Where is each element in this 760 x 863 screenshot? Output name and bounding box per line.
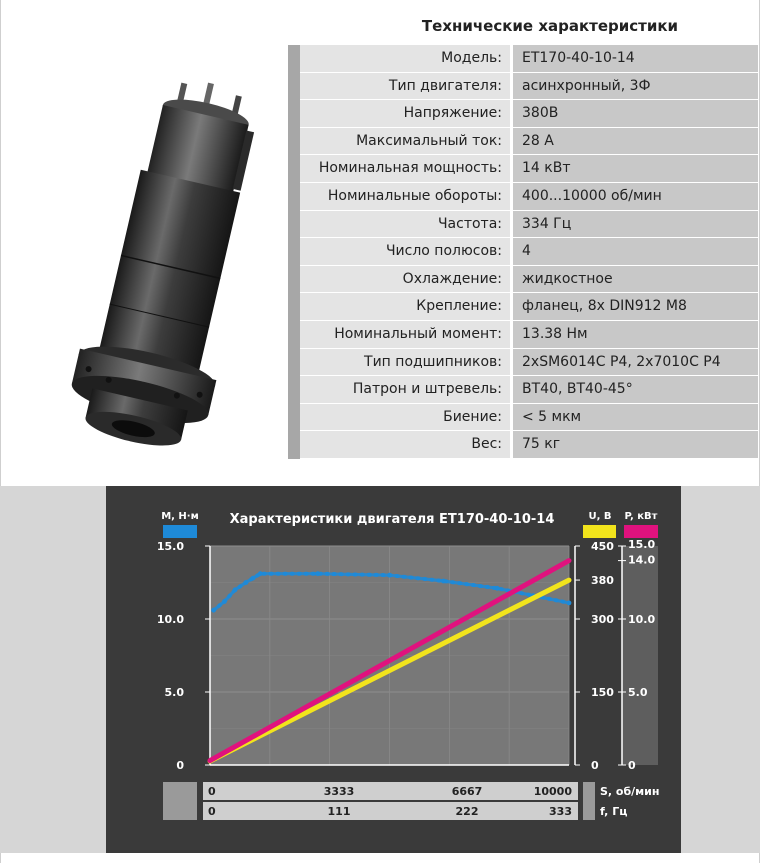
spec-value: BT40, BT40-45° [513,376,758,403]
torque-point [251,576,256,581]
spec-row [300,266,758,294]
x-axis-end-box [583,782,595,820]
x-tick-label: 6667 [451,785,483,798]
spec-label: Максимальный ток: [300,128,510,155]
torque-point [258,571,263,576]
motor-chart [106,486,681,853]
spec-value: < 5 мкм [513,404,758,431]
spec-label: Крепление: [300,293,510,320]
spec-row [300,211,758,239]
torque-tick-label: 5.0 [164,686,184,699]
x-tick-label: 10000 [533,785,572,798]
torque-tick-label: 15.0 [156,540,184,553]
power-axis-color-tab [624,525,658,538]
voltage-tick-label: 150 [591,686,614,699]
spec-row [300,45,758,73]
torque-tick-label: 10.0 [156,613,184,626]
x2-tick-label: 0 [208,805,216,818]
spec-table [300,45,758,459]
spec-row [300,404,758,432]
spec-value: жидкостное [513,266,758,293]
torque-point [211,608,216,613]
power-tick-label: 5.0 [628,686,648,699]
spec-value: 13.38 Нм [513,321,758,348]
power-axis-label: P, кВт [624,511,658,522]
spindle-motor-image [36,64,280,460]
voltage-tick-label: 0 [591,759,599,772]
spec-row [300,321,758,349]
spec-side-bar [288,45,300,459]
spec-row [300,376,758,404]
voltage-axis-color-tab [583,525,616,538]
spec-label: Модель: [300,45,510,72]
spec-label: Тип подшипников: [300,349,510,376]
spec-value: 28 А [513,128,758,155]
spec-value: 380В [513,100,758,127]
chart-title: Характеристики двигателя ET170-40-10-14 [229,512,555,527]
torque-axis-color-tab [163,525,197,538]
torque-point [315,571,320,576]
torque-axis-label: М, Н·м [161,511,199,522]
spec-row [300,183,758,211]
spec-row [300,431,758,459]
spec-value: фланец, 8x DIN912 M8 [513,293,758,320]
torque-point [495,586,500,591]
spec-value: 400...10000 об/мин [513,183,758,210]
power-tick-label: 15.0 [628,538,656,551]
spec-label: Напряжение: [300,100,510,127]
spec-value: 75 кг [513,431,758,458]
power-tick-label: 10.0 [628,613,656,626]
spec-label: Номинальные обороты: [300,183,510,210]
spec-row [300,293,758,321]
torque-point [441,579,446,584]
torque-point [567,601,572,606]
torque-point [244,580,249,585]
spec-row [300,73,758,101]
spec-row [300,155,758,183]
x2-tick-label: 111 [327,805,351,818]
spec-label: Вес: [300,431,510,458]
spec-row [300,349,758,377]
voltage-tick-label: 300 [591,613,614,626]
spec-value: 4 [513,238,758,265]
spec-row [300,100,758,128]
spec-label: Число полюсов: [300,238,510,265]
x-axis-row-hz [203,802,578,820]
voltage-tick-label: 450 [591,540,614,553]
spec-label: Охлаждение: [300,266,510,293]
torque-tick-label: 0 [176,759,184,772]
spec-value: 2xSM6014C P4, 2x7010C P4 [513,349,758,376]
torque-point [222,599,227,604]
spec-value: 14 кВт [513,155,758,182]
x-axis-row-rpm [203,782,578,800]
spec-row [300,238,758,266]
spec-value: ET170-40-10-14 [513,45,758,72]
spec-label: Тип двигателя: [300,73,510,100]
x2-tick-label: 333 [549,805,572,818]
torque-point [233,587,238,592]
spec-label: Номинальная мощность: [300,155,510,182]
spec-label: Патрон и штревель: [300,376,510,403]
x2-axis-label: f, Гц [600,805,628,818]
x-tick-label: 0 [208,785,216,798]
spec-title: Технические характеристики [421,17,679,35]
power-tick-label: 0 [628,759,636,772]
spec-label: Номинальный момент: [300,321,510,348]
x-tick-label: 3333 [323,785,355,798]
x-axis-corner-box [163,782,197,820]
voltage-tick-label: 380 [591,574,614,588]
spec-label: Частота: [300,211,510,238]
spec-label: Биение: [300,404,510,431]
x-axis-label: S, об/мин [600,785,660,798]
power-tick-label: 14.0 [628,553,656,567]
torque-point [387,573,392,578]
spec-row [300,128,758,156]
voltage-axis-label: U, В [588,511,612,522]
spec-value: 334 Гц [513,211,758,238]
x2-tick-label: 222 [455,805,479,818]
power-axis-panel [622,546,658,765]
spec-value: асинхронный, 3Ф [513,73,758,100]
